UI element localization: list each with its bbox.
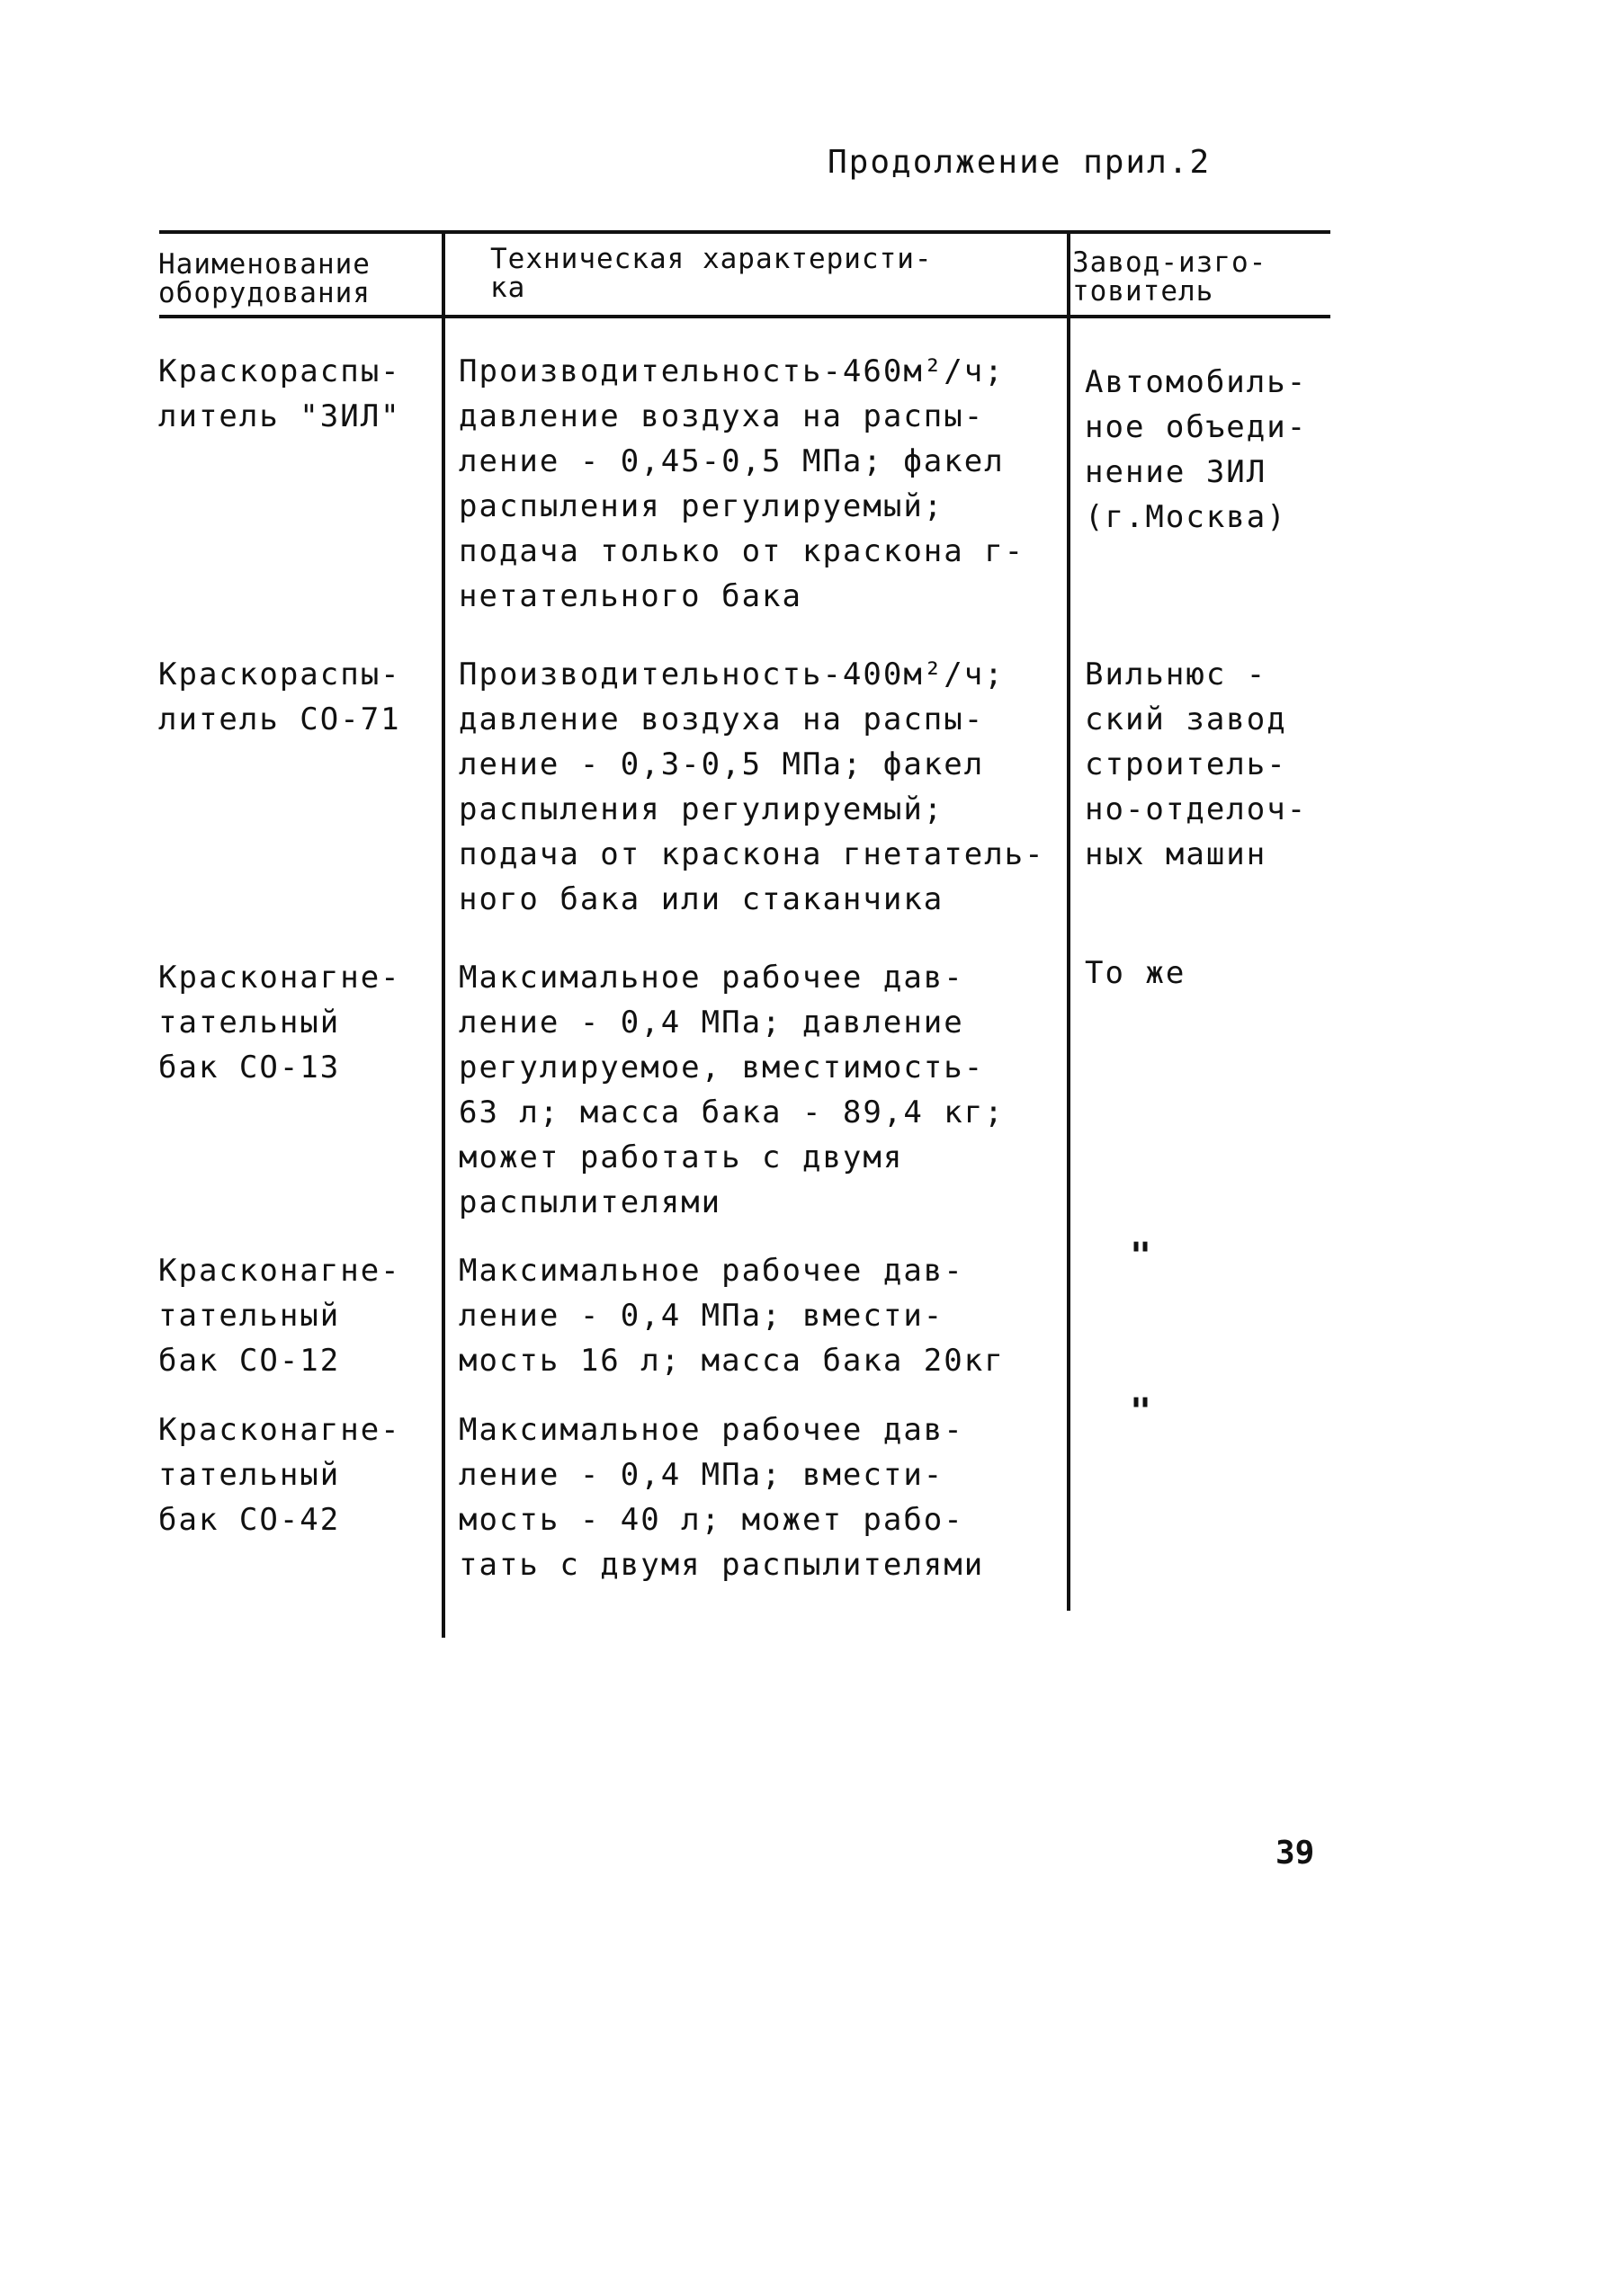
technical-spec-line: ление - 0,45-0,5 МПа; факел xyxy=(459,443,1005,479)
technical-spec-line: Производительность-400м²/ч; xyxy=(459,657,1005,692)
column-divider-1 xyxy=(442,230,445,1638)
equipment-name-line: литель СО-71 xyxy=(158,701,401,737)
manufacturer-line: Автомобиль- xyxy=(1085,364,1308,400)
table-header-rule xyxy=(159,315,1330,318)
technical-spec-line: подача от краскона гнетатель- xyxy=(459,836,1045,872)
technical-spec xyxy=(459,955,1005,1225)
technical-spec xyxy=(459,1407,984,1587)
technical-spec-line: Максимальное рабочее дав- xyxy=(459,1253,964,1289)
technical-spec-line: распылителями xyxy=(459,1184,722,1220)
column-header-spec-line: Техническая характеристи- xyxy=(490,243,933,275)
equipment-name-line: Красконагне- xyxy=(158,1253,401,1289)
technical-spec-line: Максимальное рабочее дав- xyxy=(459,1412,964,1448)
technical-spec-line: Производительность-460м²/ч; xyxy=(459,353,1005,389)
technical-spec xyxy=(459,652,1045,922)
column-divider-2 xyxy=(1067,230,1070,1611)
equipment-name-line: бак СО-13 xyxy=(158,1050,341,1085)
technical-spec-line: распыления регулируемый; xyxy=(459,791,944,827)
manufacturer-line: ное объеди- xyxy=(1085,409,1308,445)
equipment-name-line: бак СО-42 xyxy=(158,1502,341,1538)
manufacturer xyxy=(1085,360,1307,540)
column-header-name-line: оборудования xyxy=(158,277,371,309)
technical-spec-line: ление - 0,3-0,5 МПа; факел xyxy=(459,746,985,782)
technical-spec-line: мость - 40 л; может рабо- xyxy=(459,1502,964,1538)
technical-spec-line: ление - 0,4 МПа; давление xyxy=(459,1005,964,1041)
equipment-name xyxy=(158,1407,401,1542)
continuation-heading: Продолжение прил.2 xyxy=(828,144,1212,181)
manufacturer-line: нение ЗИЛ xyxy=(1085,454,1267,490)
technical-spec-line: 63 л; масса бака - 89,4 кг; xyxy=(459,1094,1005,1130)
technical-spec-line: ного бака или стаканчика xyxy=(459,881,944,917)
technical-spec-line: тать с двумя распылителями xyxy=(459,1547,985,1583)
column-header-spec xyxy=(490,245,933,302)
equipment-name-line: Красконагне- xyxy=(158,1412,401,1448)
column-header-spec-line: ка xyxy=(490,272,526,304)
equipment-name-line: Краскораспы- xyxy=(158,657,401,692)
technical-spec-line: мость 16 л; масса бака 20кг xyxy=(459,1343,1005,1379)
manufacturer-line: строитель- xyxy=(1085,746,1287,782)
equipment-name xyxy=(158,1248,401,1383)
manufacturer-line: (г.Москва) xyxy=(1085,499,1287,535)
manufacturer-line: ных машин xyxy=(1085,836,1267,872)
equipment-name-line: тательный xyxy=(158,1457,341,1493)
manufacturer-line: Вильнюс - xyxy=(1085,657,1267,692)
column-header-maker xyxy=(1072,248,1266,306)
manufacturer-line: но-отделоч- xyxy=(1085,791,1308,827)
equipment-name xyxy=(158,349,401,439)
technical-spec-line: ление - 0,4 МПа; вмести- xyxy=(459,1457,944,1493)
equipment-name xyxy=(158,955,401,1090)
technical-spec xyxy=(459,1248,1005,1383)
technical-spec-line: подача только от краскона г- xyxy=(459,533,1025,569)
column-header-name xyxy=(158,250,371,308)
ditto-mark: " xyxy=(1130,1391,1154,1433)
equipment-name-line: тательный xyxy=(158,1005,341,1041)
equipment-name-line: Краскораспы- xyxy=(158,353,401,389)
technical-spec-line: Максимальное рабочее дав- xyxy=(459,960,964,996)
equipment-name-line: тательный xyxy=(158,1298,341,1334)
manufacturer-line: ский завод xyxy=(1085,701,1287,737)
column-header-name-line: Наименование xyxy=(158,248,371,281)
manufacturer xyxy=(1085,652,1307,877)
equipment-name-line: бак СО-12 xyxy=(158,1343,341,1379)
ditto-mark: " xyxy=(1130,1236,1154,1277)
manufacturer-line: То же xyxy=(1085,955,1186,991)
table-top-rule xyxy=(159,230,1330,234)
technical-spec-line: распыления регулируемый; xyxy=(459,488,944,524)
technical-spec-line: давление воздуха на распы- xyxy=(459,701,985,737)
equipment-name-line: литель "ЗИЛ" xyxy=(158,398,401,434)
column-header-maker-line: товитель xyxy=(1072,275,1214,308)
manufacturer xyxy=(1085,951,1186,996)
technical-spec-line: нетательного бака xyxy=(459,578,802,614)
technical-spec xyxy=(459,349,1025,619)
column-header-maker-line: Завод-изго- xyxy=(1072,246,1267,279)
technical-spec-line: регулируемое, вместимость- xyxy=(459,1050,985,1085)
page-number: 39 xyxy=(1275,1835,1315,1872)
equipment-name-line: Красконагне- xyxy=(158,960,401,996)
equipment-name xyxy=(158,652,401,742)
technical-spec-line: может работать с двумя xyxy=(459,1139,904,1175)
technical-spec-line: давление воздуха на распы- xyxy=(459,398,985,434)
technical-spec-line: ление - 0,4 МПа; вмести- xyxy=(459,1298,944,1334)
